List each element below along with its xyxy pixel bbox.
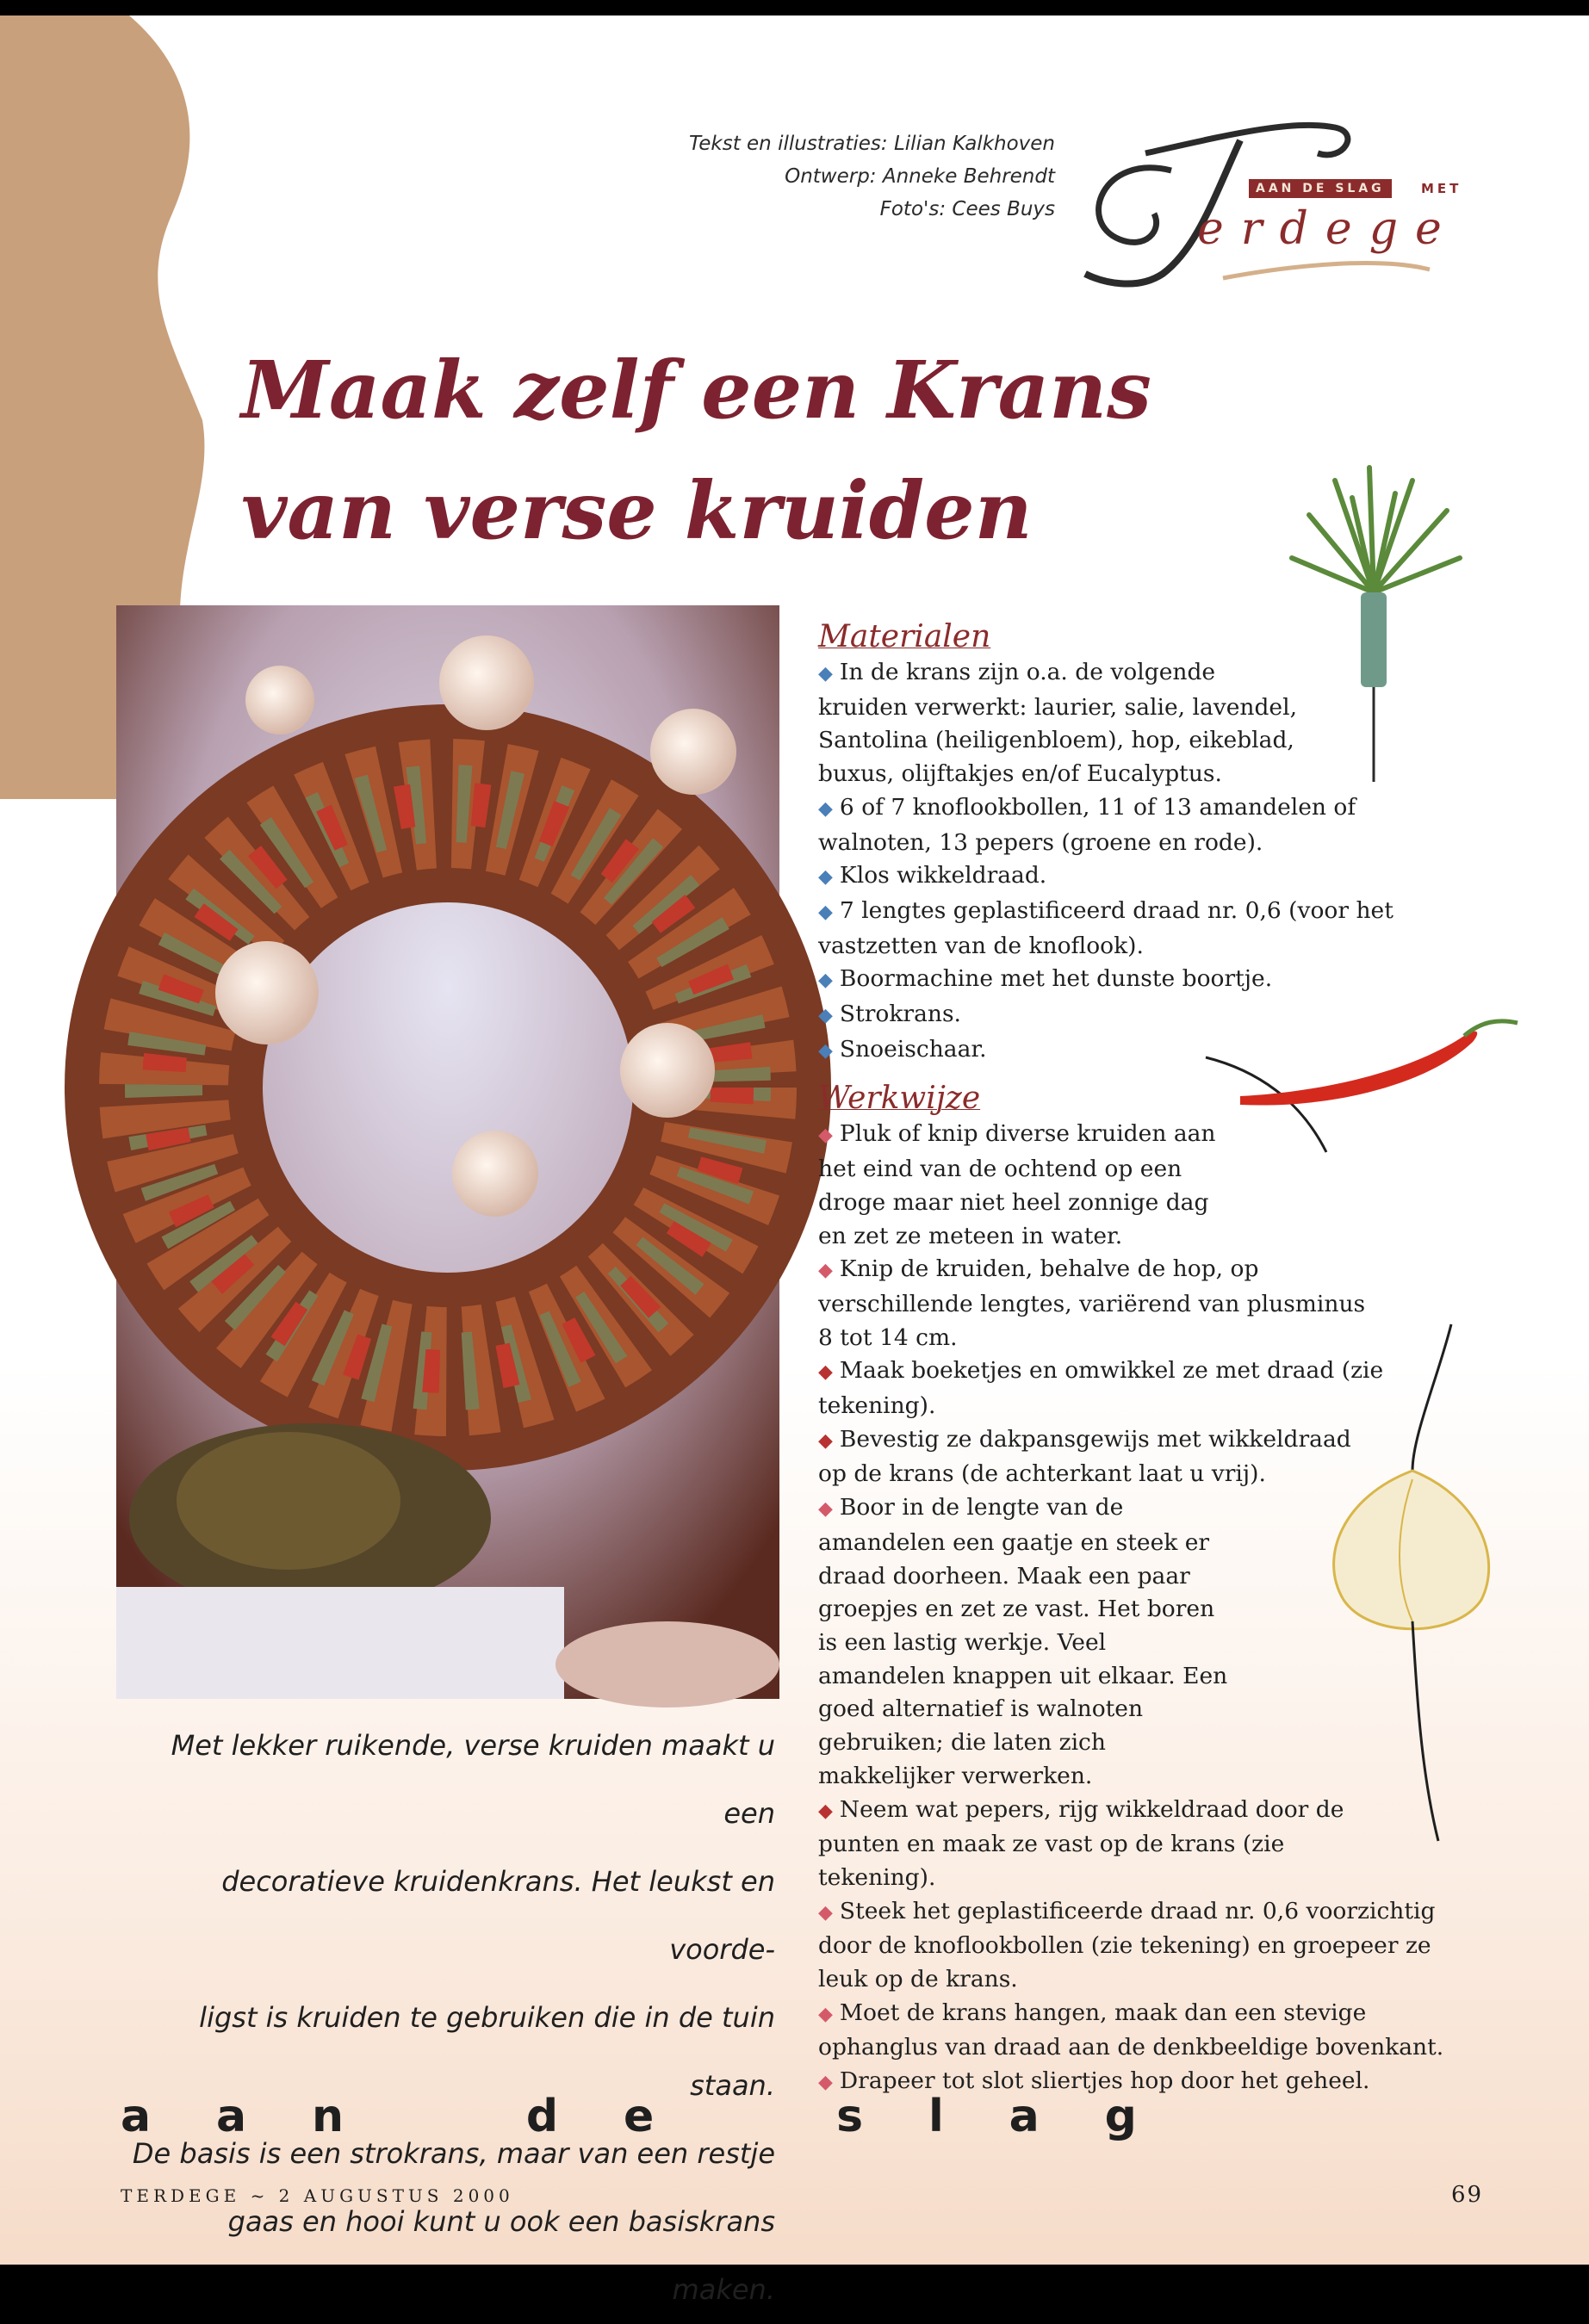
diamond-bullet-icon: ◆ <box>818 1260 833 1282</box>
list-item: ◆ 6 of 7 knoflookbollen, 11 of 13 amandelen of walnoten, 13 pepers (groene en rode). <box>818 793 1356 856</box>
terdege-logo <box>1068 102 1481 317</box>
title-line-1: Maak zelf een Krans <box>241 344 1151 437</box>
intro-line: gaas en hooi kunt u ook een basiskrans maken. <box>227 2205 775 2306</box>
intro-line: De basis is een strokrans, maar van een restje <box>132 2137 775 2170</box>
logo-badge: AAN DE SLAG <box>1249 179 1392 198</box>
credit-photos: Foto's: Cees Buys <box>879 198 1055 220</box>
list-item: ◆ 7 lengtes geplastificeerd draad nr. 0,6 (voor het vastzetten van de knoflook). <box>818 896 1393 959</box>
credit-text: Tekst en illustraties: Lilian Kalkhoven <box>689 133 1055 155</box>
diamond-bullet-icon: ◆ <box>818 866 833 889</box>
diamond-bullet-icon: ◆ <box>818 2072 833 2094</box>
diamond-bullet-icon: ◆ <box>818 970 833 992</box>
diamond-bullet-icon: ◆ <box>818 1800 833 1822</box>
intro-text <box>121 1712 775 2324</box>
footer-letter: e <box>623 2091 655 2142</box>
list-item: ◆ Strokrans. <box>818 1001 961 1028</box>
wreath-photo <box>116 605 779 1699</box>
list-item: ◆ Boor in de lengte van de amandelen een gaatje en steek er draad doorheen. Maak een paar groepjes en zet ze vast. Het boren is een lastig werkje. Veel amandelen knappen uit elkaar. Een goed alternatief is walnoten gebruiken; die laten zich makkelijker verwerken. <box>818 1494 1228 1789</box>
footer-letter: g <box>1104 2091 1137 2142</box>
diamond-bullet-icon: ◆ <box>818 2003 833 2025</box>
method-heading: Werkwijze <box>818 1081 981 1117</box>
herb-bundle-icon <box>1275 463 1473 790</box>
diamond-bullet-icon: ◆ <box>818 1125 833 1147</box>
intro-line: Met lekker ruikende, verse kruiden maakt u een <box>171 1729 775 1830</box>
title-line-2: van verse kruiden <box>241 464 1033 557</box>
diamond-bullet-icon: ◆ <box>818 663 833 685</box>
logo-word: erdege <box>1197 203 1459 255</box>
footer-letter: n <box>312 2091 344 2142</box>
materials-heading: Materialen <box>818 619 991 654</box>
list-item: ◆ Snoeischaar. <box>818 1035 987 1063</box>
garlic-bulb-icon <box>1309 1324 1499 1841</box>
page-title <box>241 330 1189 571</box>
diamond-bullet-icon: ◆ <box>818 901 833 923</box>
list-item: ◆ Moet de krans hangen, maak dan een stevige ophanglus van draad aan de denkbeeldige bovenkant. <box>818 1999 1444 2061</box>
list-item: ◆ Klos wikkeldraad. <box>818 862 1047 889</box>
footer-letter: a <box>1009 2091 1040 2142</box>
list-item: ◆ Bevestig ze dakpansgewijs met wikkeldraad op de krans (de achterkant laat u vrij). <box>818 1425 1351 1488</box>
list-item: ◆ Knip de kruiden, behalve de hop, op verschillende lengtes, variërend van plusminus 8 tot 14 cm. <box>818 1255 1366 1351</box>
magazine-page <box>0 15 1589 2306</box>
footer-letter: a <box>216 2091 247 2142</box>
list-item: ◆ In de krans zijn o.a. de volgende kruiden verwerkt: laurier, salie, lavendel, Santolina (heiligenbloem), hop, eikeblad, buxus, olijftakjes en/of Eucalyptus. <box>818 659 1298 788</box>
intro-line: decoratieve kruidenkrans. Het leukst en voorde- <box>221 1865 775 1966</box>
footer-letter: l <box>928 2091 944 2142</box>
diamond-bullet-icon: ◆ <box>818 1361 833 1384</box>
list-item: ◆ Steek het geplastificeerde draad nr. 0,6 voorzichtig door de knoflookbollen (zie tekening) en groepeer ze leuk op de krans. <box>818 1897 1436 1993</box>
diamond-bullet-icon: ◆ <box>818 1429 833 1452</box>
diamond-bullet-icon: ◆ <box>818 1901 833 1924</box>
intro-line: ligst is kruiden te gebruiken die in de tuin staan. <box>199 2001 775 2102</box>
list-item: ◆ Boormachine met het dunste boortje. <box>818 965 1273 993</box>
diamond-bullet-icon: ◆ <box>818 1498 833 1521</box>
list-item: ◆ Maak boeketjes en omwikkel ze met draad (zie tekening). <box>818 1357 1384 1420</box>
footer-section-word <box>121 2091 1137 2142</box>
chili-pepper-icon <box>1206 988 1524 1161</box>
list-item: ◆ Pluk of knip diverse kruiden aan het eind van de ochtend op een droge maar niet heel zonnige dag en zet ze meteen in water. <box>818 1120 1216 1249</box>
list-item: ◆ Neem wat pepers, rijg wikkeldraad door de punten en maak ze vast op de krans (zie tekening). <box>818 1795 1344 1891</box>
credits <box>689 127 1055 226</box>
credit-design: Ontwerp: Anneke Behrendt <box>785 165 1055 188</box>
logo-met: MET <box>1421 181 1462 196</box>
footer-letter: a <box>121 2091 152 2142</box>
list-item: ◆ Drapeer tot slot sliertjes hop door het geheel. <box>818 2067 1370 2095</box>
footer-magazine: TERDEGE ~ 2 AUGUSTUS 2000 <box>121 2185 514 2206</box>
diamond-bullet-icon: ◆ <box>818 1005 833 1027</box>
page-number: 69 <box>1451 2182 1484 2208</box>
footer-letter: s <box>836 2091 864 2142</box>
diamond-bullet-icon: ◆ <box>818 1039 833 1062</box>
footer-letter: d <box>525 2091 559 2142</box>
diamond-bullet-icon: ◆ <box>818 797 833 820</box>
